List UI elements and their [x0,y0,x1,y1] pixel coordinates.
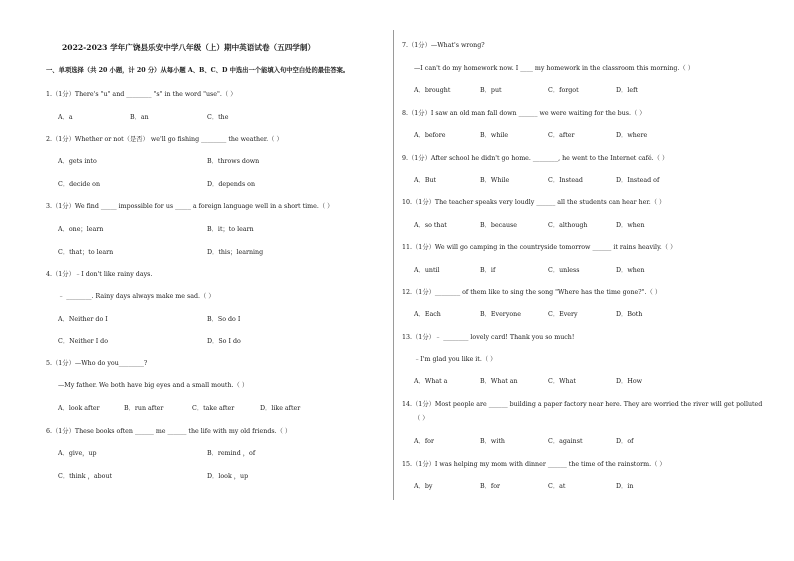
question-5-line-2: —My father. We both have big eyes and a small mouth.（ ） [58,382,249,389]
q9-option-c[interactable]: C．Instead [548,177,583,184]
q10-option-a[interactable]: A．so that [414,222,447,229]
q2-option-a[interactable]: A．gets into [58,158,97,165]
question-4-line-2: ﹣ ________. Rainy days always make me sad.（ ） [58,293,215,300]
q15-option-c[interactable]: C．at [548,483,566,490]
q3-option-a[interactable]: A．one；learn [58,226,104,233]
q4-option-a[interactable]: A．Neither do I [58,316,108,323]
q8-option-d[interactable]: D．where [616,132,648,139]
question-2-line-1: 2.（1分）Whether or not（是否） we'll go fishing ________ the weather.（ ） [46,136,283,143]
q12-option-b[interactable]: B．Everyone [480,311,521,318]
question-12-line-1: 12.（1分）________ of them like to sing the song "Where has the time gone?".（ ） [402,289,662,296]
question-6-line-1: 6.（1分）These books often ______ me ______ the life with my old friends.（ ） [46,428,292,435]
q8-option-a[interactable]: A．before [414,132,446,139]
q13-option-c[interactable]: C．What [548,378,576,385]
q3-option-d[interactable]: D．this；learning [207,249,264,256]
q3-option-c[interactable]: C．that；to learn [58,249,114,256]
q14-option-a[interactable]: A．for [414,438,434,445]
q4-option-d[interactable]: D．So I do [207,338,241,345]
q9-option-d[interactable]: D．Instead of [616,177,660,184]
question-7-line-1: 7.（1分）—What's wrong? [402,42,485,49]
q12-option-a[interactable]: A．Each [414,311,441,318]
q8-option-b[interactable]: B．while [480,132,509,139]
q12-option-c[interactable]: C．Every [548,311,578,318]
q6-option-c[interactable]: C．think ，about [58,473,113,480]
q2-option-c[interactable]: C．decide on [58,181,101,188]
q5-option-b[interactable]: B．run after [124,405,164,412]
q11-option-b[interactable]: B．if [480,267,496,274]
q5-option-a[interactable]: A．look after [58,405,100,412]
q1-option-a[interactable]: A．a [58,114,73,121]
q13-option-b[interactable]: B．What an [480,378,518,385]
q6-option-b[interactable]: B．remind ，of [207,450,256,457]
q2-option-b[interactable]: B．throws down [207,158,260,165]
q15-option-d[interactable]: D．in [616,483,634,490]
q14-option-d[interactable]: D．of [616,438,634,445]
question-13-line-2: ﹣I'm glad you like it.（ ） [414,356,497,363]
section-heading: 一、单项选择（共 20 小题，计 20 分）从每小题 A、B、C、D 中选出一个能填入句中空白处的最佳答案。 [46,67,350,74]
q11-option-a[interactable]: A．until [414,267,440,274]
question-14-line-1: 14.（1分）Most people are ______ building a paper factory near here. They are worried the river will get polluted [402,401,763,408]
question-8-line-1: 8.（1分）I saw an old man fall down ______ we were waiting for the bus.（ ） [402,110,646,117]
q15-option-b[interactable]: B．for [480,483,501,490]
q7-option-c[interactable]: C．forgot [548,87,579,94]
q11-option-d[interactable]: D．when [616,267,645,274]
q1-option-c[interactable]: C．the [207,114,229,121]
q1-option-b[interactable]: B．an [130,114,149,121]
question-9-line-1: 9.（1分）After school he didn't go home. ________, he went to the Internet café.（ ） [402,155,669,162]
question-13-line-1: 13.（1分）﹣ ________ lovely card! Thank you so much! [402,334,575,341]
q13-option-a[interactable]: A．What a [414,378,448,385]
q8-option-c[interactable]: C．after [548,132,575,139]
q15-option-a[interactable]: A．by [414,483,433,490]
q5-option-d[interactable]: D．like after [260,405,301,412]
q14-option-b[interactable]: B．with [480,438,505,445]
q9-option-b[interactable]: B．While [480,177,510,184]
q4-option-b[interactable]: B．So do I [207,316,241,323]
column-divider [393,30,394,500]
question-14-line-2: （ ） [414,415,429,422]
question-5-line-1: 5.（1分）—Who do you________? [46,360,148,367]
q10-option-b[interactable]: B．because [480,222,517,229]
q14-option-c[interactable]: C．against [548,438,583,445]
q9-option-a[interactable]: A．But [414,177,437,184]
q4-option-c[interactable]: C．Neither I do [58,338,108,345]
question-7-line-2: —I can't do my homework now. I ____ my homework in the classroom this morning.（ ） [414,65,695,72]
question-10-line-1: 10.（1分）The teacher speaks very loudly ______ all the students can hear her.（ ） [402,199,666,206]
q12-option-d[interactable]: D．Both [616,311,643,318]
q2-option-d[interactable]: D．depends on [207,181,256,188]
page-title: 2022-2023 学年广饶县乐安中学八年级（上）期中英语试卷（五四学制） [62,43,316,52]
q6-option-a[interactable]: A．give，up [58,450,97,457]
q5-option-c[interactable]: C．take after [192,405,235,412]
question-1-line-1: 1.（1分）There's "u" and ________ "s" in the word "use".（ ） [46,91,237,98]
q10-option-c[interactable]: C．although [548,222,588,229]
q7-option-a[interactable]: A．brought [414,87,451,94]
question-15-line-1: 15.（1分）I was helping my mom with dinner ______ the time of the rainstorm.（ ） [402,461,666,468]
q6-option-d[interactable]: D．look ，up [207,473,249,480]
q7-option-d[interactable]: D．left [616,87,638,94]
q7-option-b[interactable]: B．put [480,87,502,94]
q11-option-c[interactable]: C．unless [548,267,580,274]
question-11-line-1: 11.（1分）We will go camping in the countryside tomorrow ______ it rains heavily.（ ） [402,244,677,251]
q10-option-d[interactable]: D．when [616,222,645,229]
q3-option-b[interactable]: B．it；to learn [207,226,254,233]
question-4-line-1: 4.（1分）﹣I don't like rainy days. [46,271,153,278]
q13-option-d[interactable]: D．How [616,378,643,385]
question-3-line-1: 3.（1分）We find _____ impossible for us _____ a foreign language well in a short time.（ ） [46,203,334,210]
